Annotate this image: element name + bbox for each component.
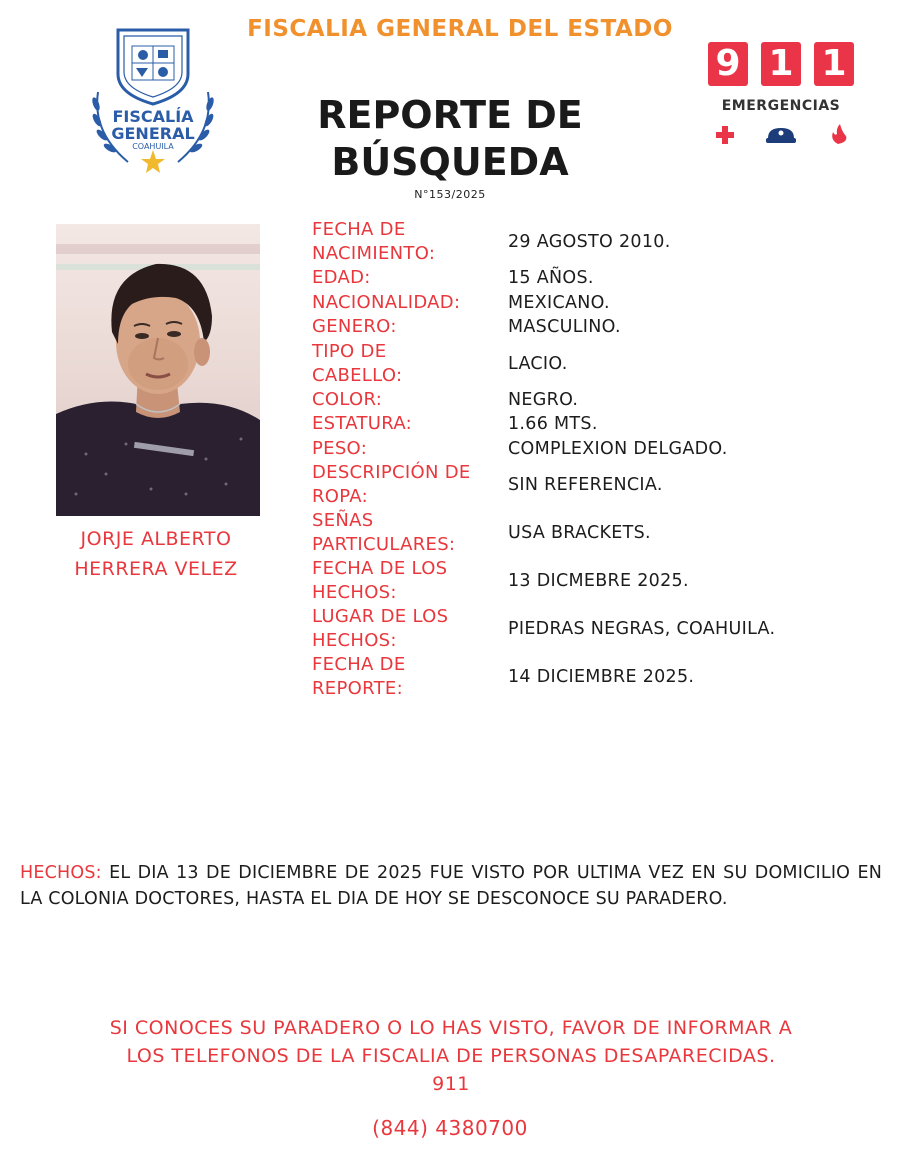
detail-value: 29 AGOSTO 2010. [508,232,671,252]
fiscalia-seal-logo [88,22,218,180]
detail-label: PESO: [312,437,368,459]
detail-label: GENERO: [312,316,397,338]
detail-label: ESTATURA: [312,413,413,435]
detail-label: EDAD: [312,267,371,289]
fire-icon [832,124,846,144]
call-to-action [20,1014,882,1098]
cta-line-3: 911 [432,1073,470,1095]
detail-label: FECHA DE NACIMIENTO: [312,219,436,264]
detail-label: TIPO DE CABELLO: [312,340,403,386]
seal-line-3: COAHUILA [132,142,174,151]
facts-label: HECHOS: [20,863,102,883]
detail-label: NACIONALIDAD: [312,291,461,313]
detail-value: SIN REFERENCIA. [508,475,663,495]
facts-paragraph [20,860,882,912]
person-name-line-1: JORJE ALBERTO [80,528,232,550]
detail-value: COMPLEXION DELGADO. [508,438,728,459]
medical-cross-icon [716,126,734,144]
emergency-911-logo [708,42,854,150]
detail-row [312,291,872,316]
detail-row [312,557,872,605]
detail-label: LUGAR DE LOS HECHOS: [312,606,449,651]
detail-row [312,461,872,509]
detail-value: NEGRO. [508,389,579,410]
detail-value: 13 DICMEBRE 2025. [508,571,689,591]
detail-value: 14 DICIEMBRE 2025. [508,667,695,687]
detail-label: FECHA DE REPORTE: [312,654,406,699]
detail-value: 15 AÑOS. [508,268,594,289]
detail-value: LACIO. [508,353,568,374]
person-name-line-2: HERRERA VELEZ [74,558,238,580]
digit-9: 9 [708,42,748,86]
detail-row [312,218,872,266]
report-title: REPORTE DE BÚSQUEDA [317,93,583,184]
detail-label: COLOR: [312,388,383,410]
missing-person-photo [56,224,260,516]
cta-line-1: SI CONOCES SU PARADERO O LO HAS VISTO, FAVOR DE INFORMAR A [109,1017,793,1039]
detail-value: USA BRACKETS. [508,523,651,543]
detail-row [312,437,872,462]
detail-value: 1.66 MTS. [508,414,598,435]
detail-value: MASCULINO. [508,317,621,338]
digit-1: 1 [761,42,801,86]
detail-row [312,340,872,388]
detail-label: DESCRIPCIÓN DE ROPA: [312,462,471,507]
detail-row [312,412,872,437]
detail-value: MEXICANO. [508,292,610,313]
agency-title: FISCALIA GENERAL DEL ESTADO [247,16,673,42]
detail-value: PIEDRAS NEGRAS, COAHUILA. [508,619,776,639]
detail-row [312,605,872,653]
details-table [312,218,872,701]
detail-label: SEÑAS PARTICULARES: [312,510,456,555]
police-cap-icon [766,128,796,143]
detail-row [312,388,872,413]
seal-graphic [88,22,218,180]
report-number: N°153/2025 [414,188,486,201]
detail-row [312,266,872,291]
detail-row [312,509,872,557]
contact-phone: (844) 4380700 [372,1116,528,1140]
seal-line-2: GENERAL [111,124,195,143]
facts-text: EL DIA 13 DE DICIEMBRE DE 2025 FUE VISTO POR ULTIMA VEZ EN SU DOMICILIO EN LA COLONIA DOCTORES, HASTA EL DIA DE HOY SE DESCONOCE SU PARADERO. [20,863,882,909]
person-name [40,524,272,584]
digit-1-second: 1 [814,42,854,86]
detail-row [312,653,872,701]
detail-label: FECHA DE LOS HECHOS: [312,558,448,603]
cta-line-2: LOS TELEFONOS DE LA FISCALIA DE PERSONAS DESAPARECIDAS. [126,1045,776,1067]
detail-row [312,315,872,340]
emergencias-label: EMERGENCIAS [721,98,841,114]
emergency-icons [708,122,854,146]
seal-line-1: FISCALÍA [112,107,194,126]
